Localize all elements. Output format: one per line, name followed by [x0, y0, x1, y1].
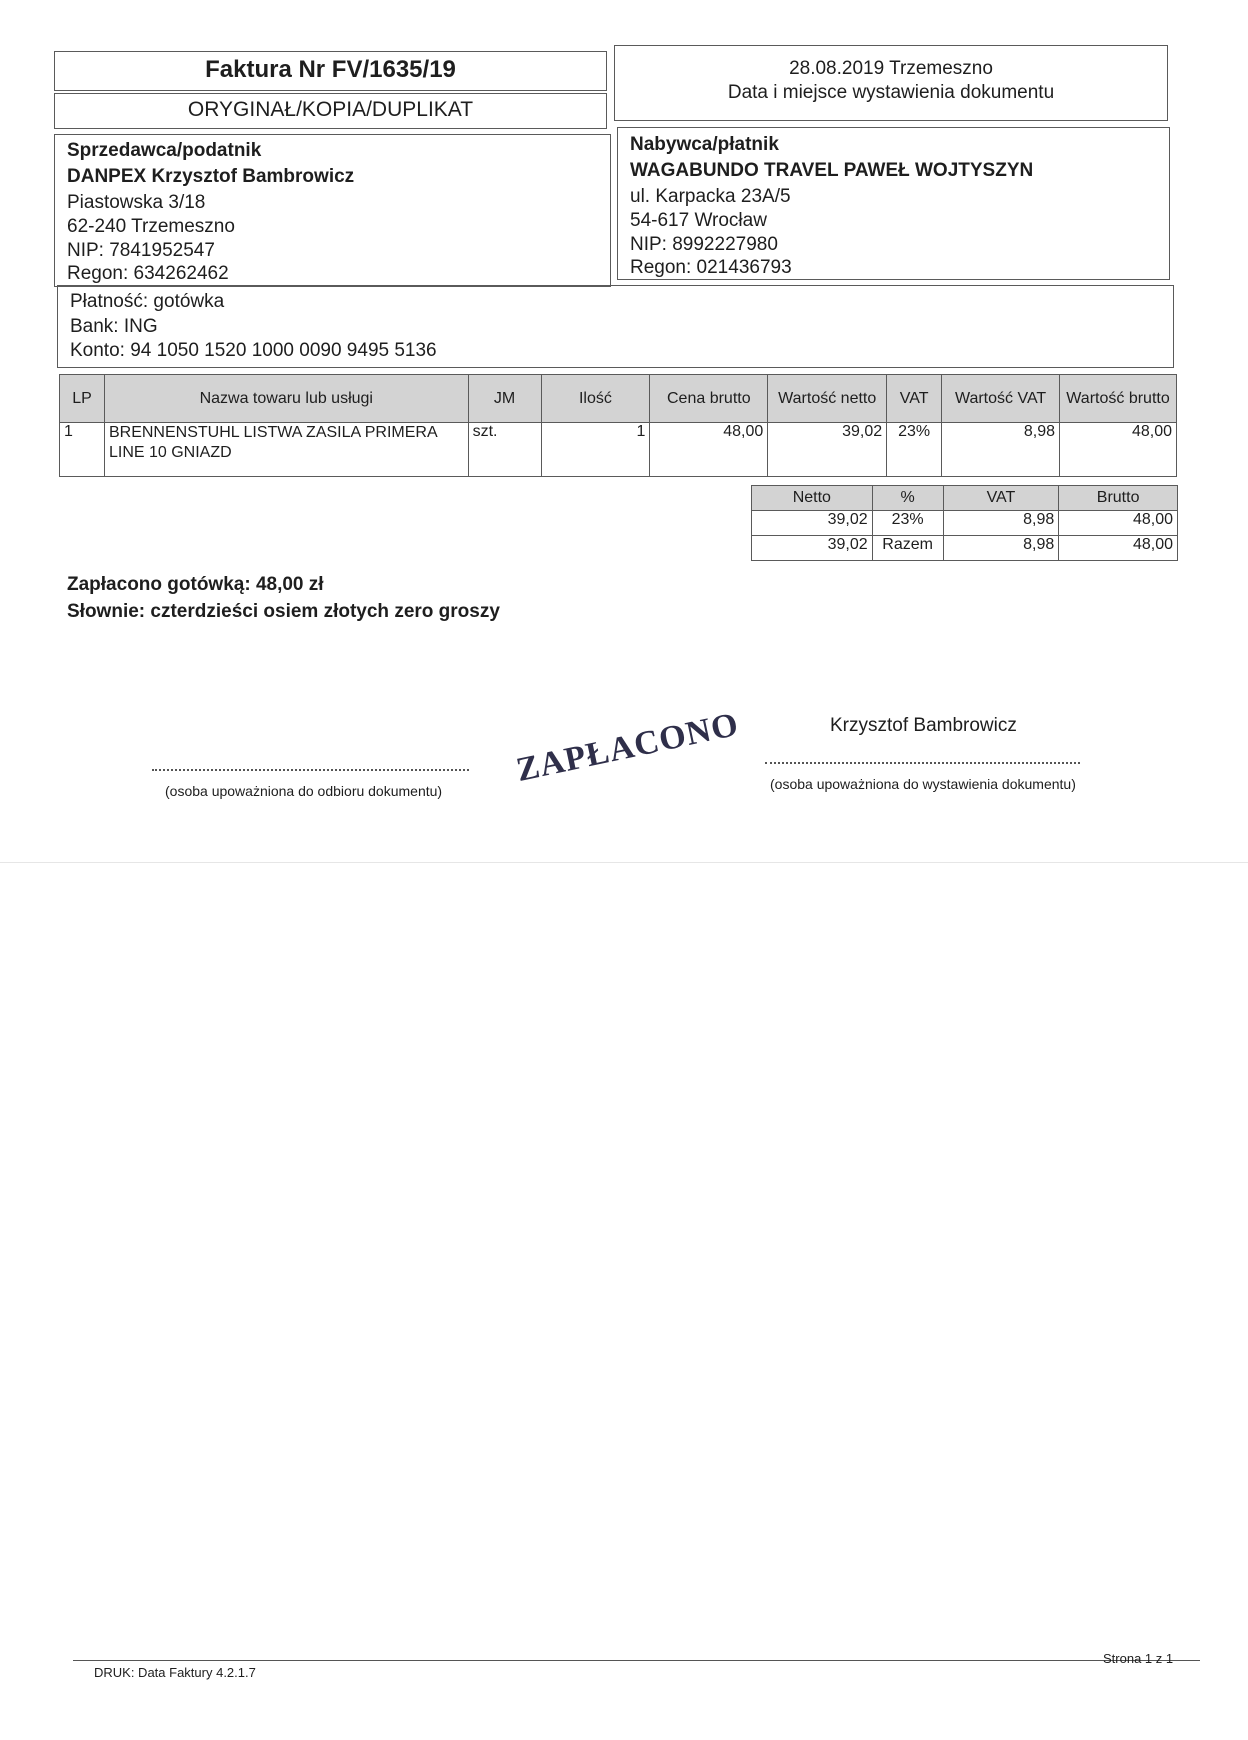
col-vat: VAT [887, 375, 942, 423]
sum-col-rate: % [872, 486, 943, 511]
cell-price-gross: 48,00 [650, 423, 768, 477]
table-row [752, 511, 1178, 536]
cell-name: BRENNENSTUHL LISTWA ZASILA PRIMERA LINE 10 GNIAZD [104, 423, 468, 477]
sum-vat: 8,98 [943, 511, 1059, 536]
issuer-name: Krzysztof Bambrowicz [830, 715, 1017, 736]
payment-box [57, 285, 1174, 368]
cell-jm: szt. [468, 423, 541, 477]
seller-name: DANPEX Krzysztof Bambrowicz [67, 166, 355, 187]
sum-col-gross: Brutto [1059, 486, 1178, 511]
sum-total-net: 39,02 [752, 536, 873, 561]
payment-account: Konto: 94 1050 1520 1000 0090 9495 5136 [70, 340, 437, 361]
col-lp: LP [60, 375, 105, 423]
cell-value-net: 39,02 [768, 423, 887, 477]
cell-value-gross: 48,00 [1060, 423, 1177, 477]
sum-total-label: Razem [872, 536, 943, 561]
footer-rule [73, 1660, 1200, 1661]
buyer-regon: Regon: 021436793 [630, 257, 792, 278]
footer-print-info: DRUK: Data Faktury 4.2.1.7 [94, 1665, 256, 1680]
buyer-city: 54-617 Wrocław [630, 210, 767, 231]
sum-total-gross: 48,00 [1059, 536, 1178, 561]
sum-total-vat: 8,98 [943, 536, 1059, 561]
buyer-street: ul. Karpacka 23A/5 [630, 186, 791, 207]
sum-gross: 48,00 [1059, 511, 1178, 536]
col-value-gross: Wartość brutto [1060, 375, 1177, 423]
invoice-title: Faktura Nr FV/1635/19 [205, 56, 456, 83]
footer-page: Strona 1 z 1 [1103, 1651, 1174, 1666]
buyer-heading: Nabywca/płatnik [630, 134, 779, 155]
sum-net: 39,02 [752, 511, 873, 536]
seller-heading: Sprzedawca/podatnik [67, 140, 262, 161]
date-place: 28.08.2019 Trzemeszno [789, 58, 993, 79]
seller-city: 62-240 Trzemeszno [67, 216, 235, 237]
payment-method: Płatność: gotówka [70, 291, 225, 312]
col-qty: Ilość [541, 375, 650, 423]
col-jm: JM [468, 375, 541, 423]
sum-rate: 23% [872, 511, 943, 536]
table-row [60, 423, 1177, 477]
copy-type-box [54, 93, 607, 129]
summary-table [751, 485, 1178, 561]
cell-value-vat: 8,98 [942, 423, 1060, 477]
seller-nip: NIP: 7841952547 [67, 240, 215, 261]
seller-regon: Regon: 634262462 [67, 263, 229, 284]
date-place-box [614, 45, 1168, 121]
date-place-label: Data i miejsce wystawienia dokumentu [727, 82, 1055, 103]
buyer-nip: NIP: 8992227980 [630, 234, 778, 255]
receiver-signature-line [152, 769, 469, 771]
issuer-label: (osoba upoważniona do wystawienia dokumentu) [770, 776, 1076, 792]
receiver-label: (osoba upoważniona do odbioru dokumentu) [165, 783, 443, 799]
payment-bank: Bank: ING [70, 316, 158, 337]
items-header-row [60, 375, 1177, 423]
paid-amount: Zapłacono gotówką: 48,00 zł [67, 574, 324, 595]
col-name: Nazwa towaru lub usługi [104, 375, 468, 423]
issuer-signature-line [765, 762, 1080, 764]
seller-box [54, 134, 611, 287]
cell-vat: 23% [887, 423, 942, 477]
seller-street: Piastowska 3/18 [67, 192, 206, 213]
table-row [752, 536, 1178, 561]
paper-fold [0, 862, 1248, 863]
summary-header-row [752, 486, 1178, 511]
paid-stamp: ZAPŁACONO [513, 705, 743, 790]
buyer-box [617, 127, 1170, 280]
invoice-title-box [54, 51, 607, 91]
col-value-vat: Wartość VAT [942, 375, 1060, 423]
cell-qty: 1 [541, 423, 650, 477]
buyer-name: WAGABUNDO TRAVEL PAWEŁ WOJTYSZYN [630, 160, 1034, 181]
copy-type: ORYGINAŁ/KOPIA/DUPLIKAT [187, 98, 474, 121]
items-table [59, 374, 1177, 477]
col-value-net: Wartość netto [768, 375, 887, 423]
sum-col-net: Netto [752, 486, 873, 511]
cell-lp: 1 [60, 423, 105, 477]
amount-in-words: Słownie: czterdzieści osiem złotych zero groszy [67, 601, 500, 622]
sum-col-vat: VAT [943, 486, 1059, 511]
col-price-gross: Cena brutto [650, 375, 768, 423]
